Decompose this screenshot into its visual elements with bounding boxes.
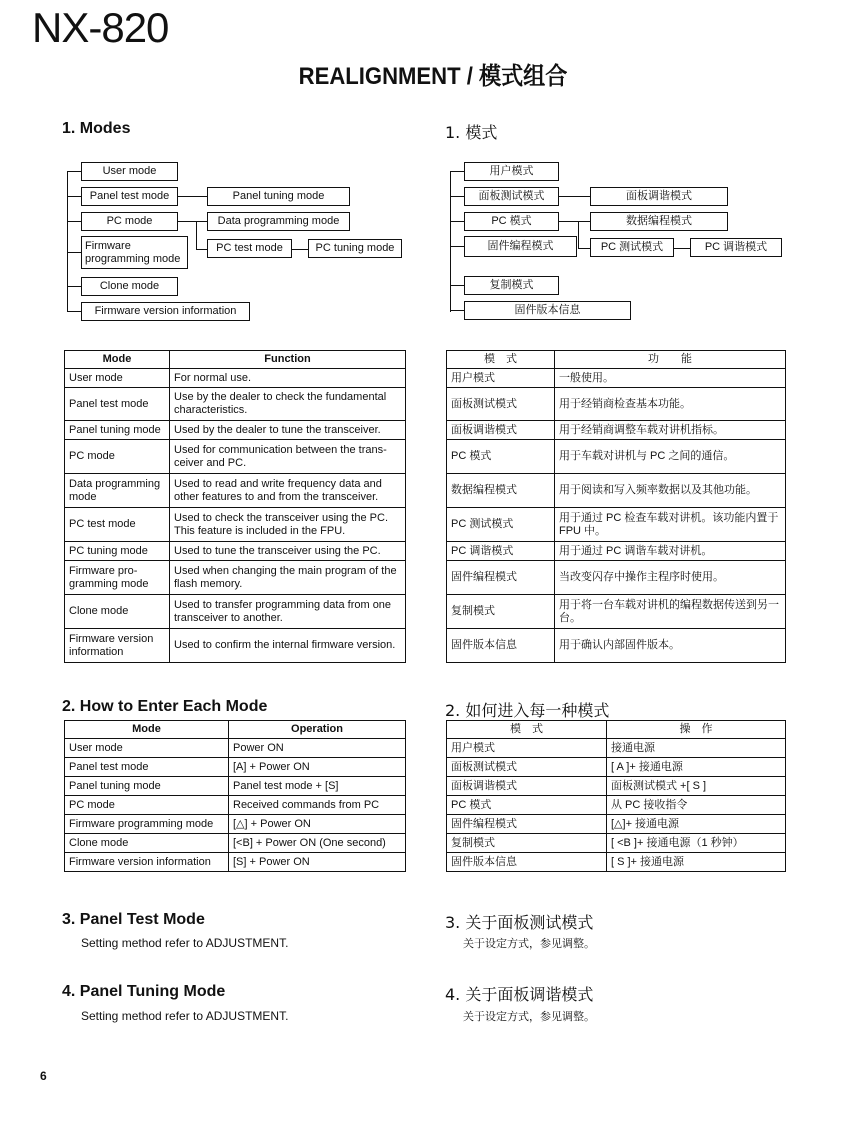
- table-row: [447, 388, 786, 421]
- tree-user-mode: User mode: [81, 162, 178, 181]
- tree-cn-pc-tuning-mode: PC 调谐模式: [690, 238, 782, 257]
- modes-function-table-cn: [446, 350, 786, 663]
- table-cell: 复制模式: [447, 834, 607, 853]
- table-row: [447, 561, 786, 595]
- table-row: [65, 815, 406, 834]
- table-cell: 用于将一台车载对讲机的编程数据传送到另一台。: [555, 595, 786, 629]
- table-header: 模 式: [447, 351, 555, 369]
- table-cell: 用于确认内部固件版本。: [555, 629, 786, 663]
- table-cell: Clone mode: [65, 595, 170, 629]
- table-cell: [△]+ 接通电源: [607, 815, 786, 834]
- table-cell: PC 模式: [447, 796, 607, 815]
- table-header: Mode: [65, 351, 170, 369]
- table-row: [447, 474, 786, 508]
- table-cell: Used when changing the main program of the flash memory.: [170, 561, 406, 595]
- table-cell: 接通电源: [607, 739, 786, 758]
- section2-heading-cn: 2. 如何进入每一种模式: [445, 701, 610, 720]
- tree-firmware-programming-mode: Firmware programming mode: [81, 236, 188, 269]
- table-cell: Panel tuning mode: [65, 421, 170, 440]
- table-row: [65, 542, 406, 561]
- page-title: REALIGNMENT / 模式组合: [298, 63, 568, 90]
- tree-clone-mode: Clone mode: [81, 277, 178, 296]
- tree-pc-test-mode: PC test mode: [207, 239, 292, 258]
- table-cell: 面板调谐模式: [447, 777, 607, 796]
- table-cell: Used to transfer programming data from one transceiver to another.: [170, 595, 406, 629]
- model-name: NX-820: [32, 4, 169, 51]
- table-row: [447, 834, 786, 853]
- table-row: [65, 561, 406, 595]
- table-cell: 数据编程模式: [447, 474, 555, 508]
- table-cell: Used to read and write frequency data and other features to and from the transceiver.: [170, 474, 406, 508]
- tree-cn-data-programming-mode: 数据编程模式: [590, 212, 728, 231]
- table-cell: [△] + Power ON: [229, 815, 406, 834]
- table-cell: Used by the dealer to tune the transceiver.: [170, 421, 406, 440]
- table-cell: Use by the dealer to check the fundamental characteristics.: [170, 388, 406, 421]
- tree-panel-test-mode: Panel test mode: [81, 187, 178, 206]
- modes-function-table-en: [64, 350, 406, 663]
- table-row: [65, 853, 406, 872]
- table-cell: Firmware version information: [65, 629, 170, 663]
- table-cell: 固件版本信息: [447, 629, 555, 663]
- table-row: [447, 440, 786, 474]
- table-cell: 当改变闪存中操作主程序时使用。: [555, 561, 786, 595]
- table-row: [65, 388, 406, 421]
- table-cell: Used to check the transceiver using the PC. This feature is included in the FPU.: [170, 508, 406, 542]
- table-cell: Firmware programming mode: [65, 815, 229, 834]
- table-row: [447, 777, 786, 796]
- tree-pc-tuning-mode: PC tuning mode: [308, 239, 402, 258]
- table-cell: 用于通过 PC 调谐车载对讲机。: [555, 542, 786, 561]
- table-cell: Panel test mode: [65, 758, 229, 777]
- table-row: [65, 758, 406, 777]
- table-cell: 用户模式: [447, 739, 607, 758]
- table-row: [65, 629, 406, 663]
- table-cell: [S] + Power ON: [229, 853, 406, 872]
- table-cell: 固件版本信息: [447, 853, 607, 872]
- table-row: [65, 595, 406, 629]
- table-header: 操 作: [607, 721, 786, 739]
- section3-body-en: Setting method refer to ADJUSTMENT.: [81, 936, 289, 950]
- table-cell: [A] + Power ON: [229, 758, 406, 777]
- table-row: [65, 369, 406, 388]
- table-cell: Panel tuning mode: [65, 777, 229, 796]
- table-cell: 面板测试模式: [447, 758, 607, 777]
- table-row: [65, 440, 406, 474]
- tree-cn-clone-mode: 复制模式: [464, 276, 559, 295]
- tree-cn-user-mode: 用户模式: [464, 162, 559, 181]
- table-row: [65, 739, 406, 758]
- table-cell: Used to tune the transceiver using the PC.: [170, 542, 406, 561]
- section4-heading-cn: 4. 关于面板调谐模式: [445, 985, 594, 1004]
- tree-cn-firmware-version-information: 固件版本信息: [464, 301, 631, 320]
- table-cell: Firmware version information: [65, 853, 229, 872]
- table-row: [447, 739, 786, 758]
- table-row: [447, 542, 786, 561]
- table-cell: 复制模式: [447, 595, 555, 629]
- table-header: Operation: [229, 721, 406, 739]
- tree-cn-panel-tuning-mode: 面板调谐模式: [590, 187, 728, 206]
- table-cell: 用户模式: [447, 369, 555, 388]
- table-row: [447, 508, 786, 542]
- tree-cn-pc-mode: PC 模式: [464, 212, 559, 231]
- table-cell: 用于阅读和写入频率数据以及其他功能。: [555, 474, 786, 508]
- section1-heading-en: 1. Modes: [62, 120, 131, 137]
- section2-heading-en: 2. How to Enter Each Mode: [62, 698, 268, 715]
- table-row: [447, 815, 786, 834]
- section3-heading-en: 3. Panel Test Mode: [62, 911, 205, 928]
- section3-body-cn: 关于设定方式，参见调整。: [463, 938, 595, 950]
- enter-mode-table-en: [64, 720, 406, 872]
- table-cell: 用于车载对讲机与 PC 之间的通信。: [555, 440, 786, 474]
- table-cell: 面板测试模式: [447, 388, 555, 421]
- table-row: [447, 796, 786, 815]
- table-cell: Firmware pro-gramming mode: [65, 561, 170, 595]
- table-row: [447, 369, 786, 388]
- table-cell: Clone mode: [65, 834, 229, 853]
- section4-body-cn: 关于设定方式，参见调整。: [463, 1011, 595, 1023]
- table-cell: 一般使用。: [555, 369, 786, 388]
- table-row: [65, 474, 406, 508]
- table-cell: 用于通过 PC 检查车载对讲机。该功能内置于 FPU 中。: [555, 508, 786, 542]
- table-cell: 用于经销商调整车载对讲机指标。: [555, 421, 786, 440]
- section4-heading-en: 4. Panel Tuning Mode: [62, 983, 226, 1000]
- tree-cn-panel-test-mode: 面板测试模式: [464, 187, 559, 206]
- table-row: [65, 421, 406, 440]
- tree-panel-tuning-mode: Panel tuning mode: [207, 187, 350, 206]
- table-cell: PC tuning mode: [65, 542, 170, 561]
- table-cell: [ <B ]+ 接通电源（1 秒钟）: [607, 834, 786, 853]
- table-cell: [<B] + Power ON (One second): [229, 834, 406, 853]
- table-row: [447, 758, 786, 777]
- tree-cn-firmware-programming-mode: 固件编程模式: [464, 236, 577, 257]
- page-number: 6: [40, 1069, 47, 1083]
- table-cell: Received commands from PC: [229, 796, 406, 815]
- table-row: [65, 796, 406, 815]
- table-row: [65, 508, 406, 542]
- table-cell: PC mode: [65, 796, 229, 815]
- table-cell: PC 测试模式: [447, 508, 555, 542]
- table-cell: 固件编程模式: [447, 815, 607, 834]
- table-row: [65, 834, 406, 853]
- table-cell: User mode: [65, 369, 170, 388]
- table-cell: PC 模式: [447, 440, 555, 474]
- table-cell: Power ON: [229, 739, 406, 758]
- table-cell: Panel test mode + [S]: [229, 777, 406, 796]
- enter-mode-table-cn: [446, 720, 786, 872]
- section1-heading-cn: 1. 模式: [445, 123, 498, 142]
- table-header: Function: [170, 351, 406, 369]
- table-cell: 固件编程模式: [447, 561, 555, 595]
- table-cell: PC mode: [65, 440, 170, 474]
- table-header: 模 式: [447, 721, 607, 739]
- table-cell: User mode: [65, 739, 229, 758]
- section4-body-en: Setting method refer to ADJUSTMENT.: [81, 1009, 289, 1023]
- tree-data-programming-mode: Data programming mode: [207, 212, 350, 231]
- table-cell: 从 PC 接收指令: [607, 796, 786, 815]
- table-cell: PC 调谐模式: [447, 542, 555, 561]
- tree-firmware-version-information: Firmware version information: [81, 302, 250, 321]
- table-cell: PC test mode: [65, 508, 170, 542]
- section3-heading-cn: 3. 关于面板测试模式: [445, 913, 594, 932]
- table-cell: [ S ]+ 接通电源: [607, 853, 786, 872]
- table-cell: Panel test mode: [65, 388, 170, 421]
- table-row: [447, 853, 786, 872]
- table-cell: 面板测试模式 +[ S ]: [607, 777, 786, 796]
- table-cell: 用于经销商检查基本功能。: [555, 388, 786, 421]
- tree-pc-mode: PC mode: [81, 212, 178, 231]
- table-cell: Data programming mode: [65, 474, 170, 508]
- table-cell: 面板调谐模式: [447, 421, 555, 440]
- table-cell: For normal use.: [170, 369, 406, 388]
- table-row: [447, 421, 786, 440]
- table-cell: Used to confirm the internal firmware version.: [170, 629, 406, 663]
- tree-cn-pc-test-mode: PC 测试模式: [590, 238, 674, 257]
- table-header: 功 能: [555, 351, 786, 369]
- table-row: [447, 629, 786, 663]
- table-row: [447, 595, 786, 629]
- table-cell: [ A ]+ 接通电源: [607, 758, 786, 777]
- table-cell: Used for communication between the trans-ceiver and PC.: [170, 440, 406, 474]
- table-header: Mode: [65, 721, 229, 739]
- table-row: [65, 777, 406, 796]
